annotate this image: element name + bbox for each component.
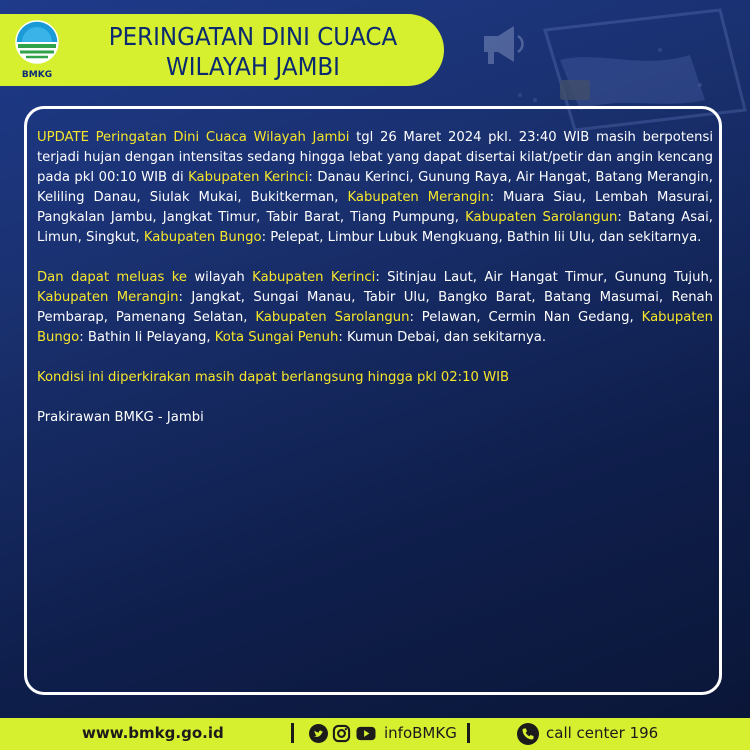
page-title-line1: PERINGATAN DINI CUACA [108,22,398,51]
megaphone-icon [484,26,523,64]
warning-paragraph [37,408,713,428]
warning-paragraph [37,368,713,388]
footer-bar [0,718,750,750]
highlight-text: Kabupaten Kerinci [252,270,376,285]
website-link[interactable]: www.bmkg.go.id [82,724,224,742]
youtube-icon[interactable] [355,724,377,743]
body-text: Prakirawan BMKG - Jambi [37,410,204,425]
title-bar [0,14,444,86]
highlight-text: Kabupaten Sarolangun [255,310,410,325]
highlight-text: Kabupaten Bungo [143,230,262,245]
bmkg-logo [12,20,62,82]
page-title-line2: WILAYAH JAMBI [166,52,340,81]
warning-text [37,128,713,448]
highlight-text: Dan dapat meluas ke [37,270,187,285]
phone-icon [517,723,539,745]
highlight-text: Kabupaten Kerinci [188,170,309,185]
highlight-text: Kondisi ini diperkirakan masih dapat berlangsung hingga pkl 02:10 WIB [37,370,510,385]
body-text: : Muara Siau, Lembah Masurai, Pangkalan Jambu, Jangkat Timur, Tabir Barat, Tiang Pumpung, [37,190,713,225]
body-text: : Pelawan, Cermin Nan Gedang, [409,310,642,325]
footer-divider [291,723,294,743]
highlight-text: Kabupaten Bungo [37,310,713,345]
call-center[interactable]: call center 196 [546,724,659,742]
body-text: wilayah [186,270,253,285]
body-text: : Batang Asai, Limun, Singkut, [37,210,714,245]
body-text: tgl 26 Maret 2024 pkl. 23:40 WIB masih berpotensi terjadi hujan dengan intensitas sedang hingga lebat yang dapat disertai kilat/petir dan angin kencang pada pkl 00:10 WIB di [37,130,714,185]
highlight-text: Kabupaten Sarolangun [465,210,618,225]
highlight-text: Kabupaten Merangin [37,290,179,305]
social-handle[interactable]: infoBMKG [384,724,457,742]
body-text: : Kumun Debai, dan sekitarnya. [338,330,547,345]
highlight-text: Kota Sungai Penuh [214,330,339,345]
body-text: : Jangkat, Sungai Manau, Tabir Ulu, Bangko Barat, Batang Masumai, Renah Pembarap, Pamenang Selatan, [37,290,713,325]
warning-paragraph [37,268,713,348]
highlight-text: UPDATE Peringatan Dini Cuaca Wilayah Jambi [37,130,350,145]
twitter-icon[interactable] [309,724,328,743]
logo-text: BMKG [21,70,53,80]
highlight-text: Kabupaten Merangin [347,190,490,205]
instagram-icon[interactable] [332,724,351,743]
body-text: : Danau Kerinci, Gunung Raya, Air Hangat, Batang Merangin, Keliling Danau, Siulak Mukai, Bukitkerman, [37,170,713,205]
body-text: : Sitinjau Laut, Air Hangat Timur, Gunung Tujuh, [375,270,713,285]
body-text: : Pelepat, Limbur Lubuk Mengkuang, Bathin Iii Ulu, dan sekitarnya. [261,230,702,245]
footer-divider [467,723,470,743]
warning-paragraph [37,128,713,248]
body-text: : Bathin Ii Pelayang, [79,330,215,345]
